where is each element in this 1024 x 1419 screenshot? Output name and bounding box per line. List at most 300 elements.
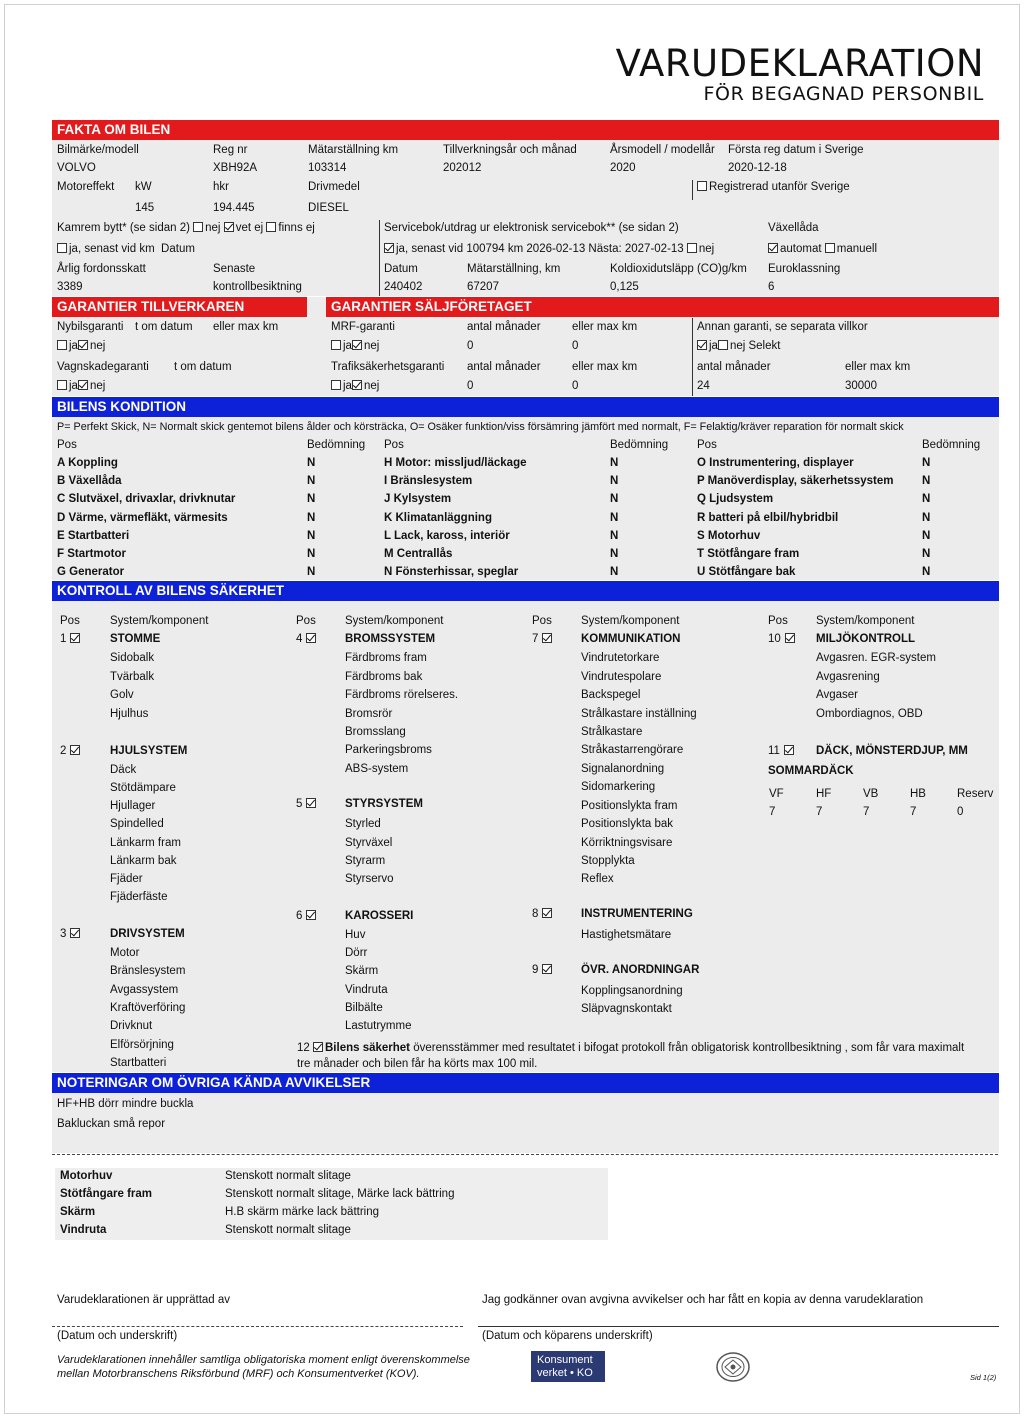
sak-component: Tvärbalk xyxy=(110,671,155,683)
kondition-heading: BILENS KONDITION xyxy=(52,397,999,417)
kondition-rating: N xyxy=(610,548,619,560)
trafik-ja-checkbox[interactable] xyxy=(331,380,341,390)
sak-component: Kopplingsanordning xyxy=(581,985,683,997)
remark-text: Stenskott normalt slitage, Märke lack bättring xyxy=(225,1188,455,1200)
vagn-nej-label: nej xyxy=(89,380,106,392)
value-tillverkningsar: 202012 xyxy=(443,162,482,174)
sak-group-title: KAROSSERI xyxy=(345,910,414,922)
annan-km-value: 30000 xyxy=(845,380,877,392)
kamrem-ja-label: ja, senast vid km xyxy=(69,243,155,255)
kondition-rating: N xyxy=(610,457,619,469)
mrf-seal-icon xyxy=(716,1352,750,1382)
sak-component: Körriktningsvisare xyxy=(581,837,673,849)
garanti-salj-heading: GARANTIER SÄLJFÖRETAGET xyxy=(326,297,999,317)
annan-checks xyxy=(697,340,780,352)
trafik-man-value: 0 xyxy=(467,380,474,392)
trafik-ja-label: ja xyxy=(343,380,352,392)
remark-part: Skärm xyxy=(60,1206,96,1218)
service-nej-label: nej xyxy=(698,243,715,255)
value-arsmodell: 2020 xyxy=(610,162,636,174)
kondition-item: L Lack, kaross, interiör xyxy=(384,530,510,542)
sak-group-title: KOMMUNIKATION xyxy=(581,633,681,645)
kondition-rating: N xyxy=(307,512,316,524)
sign2-label: (Datum och köparens underskrift) xyxy=(482,1330,653,1342)
remark-text: Stenskott normalt slitage xyxy=(225,1170,351,1182)
remark-part: Vindruta xyxy=(60,1224,107,1236)
label-matarstallning: Mätarställning km xyxy=(308,144,399,156)
value-kw: 145 xyxy=(135,202,155,214)
sak-component: Vindrutespolare xyxy=(581,671,662,683)
label-senaste: Senaste xyxy=(213,263,256,275)
annan-ja-checkbox[interactable] xyxy=(697,340,707,350)
sak-num-g1 xyxy=(60,633,82,645)
vaxel-label: Växellåda xyxy=(768,222,819,234)
vaxel-manuell-checkbox[interactable] xyxy=(825,243,835,253)
kamrem-finnsej-checkbox[interactable] xyxy=(266,222,276,232)
trafik-label: Trafiksäkerhetsgaranti xyxy=(331,361,445,373)
value-forsta-reg: 2020-12-18 xyxy=(728,162,787,174)
label-datum: Datum xyxy=(384,263,418,275)
kamrem-ja-checkbox[interactable] xyxy=(57,243,67,253)
noteringar-heading: NOTERINGAR OM ÖVRIGA KÄNDA AVVIKELSER xyxy=(52,1073,999,1093)
vagn-nej-checkbox[interactable] xyxy=(78,380,88,390)
sak-group-title: MILJÖKONTROLL xyxy=(816,633,916,645)
label-drivmedel: Drivmedel xyxy=(308,181,360,193)
nybil-km-label: eller max km xyxy=(213,321,279,333)
trafik-man-label: antal månader xyxy=(467,361,541,373)
mrf-man-value: 0 xyxy=(467,340,474,352)
sak-component: Avgaser xyxy=(816,689,858,701)
page-title: VARUDEKLARATION xyxy=(615,42,984,85)
nybil-ja-checkbox[interactable] xyxy=(57,340,67,350)
kamrem-nej-label: nej xyxy=(205,222,221,234)
garanti-tillv-heading: GARANTIER TILLVERKAREN xyxy=(52,297,307,317)
sakerhet-heading: KONTROLL AV BILENS SÄKERHET xyxy=(52,581,999,601)
noteringar-dash xyxy=(52,1154,998,1155)
vagn-checks xyxy=(57,380,105,392)
sak-group-title: STYRSYSTEM xyxy=(345,798,423,810)
sak-num-label: 8 xyxy=(532,908,539,920)
service-nej-checkbox[interactable] xyxy=(687,243,697,253)
sak-sys-label-4: System/komponent xyxy=(816,615,915,627)
sak-component: Fjäderfäste xyxy=(110,891,168,903)
trafik-nej-checkbox[interactable] xyxy=(352,380,362,390)
service-row xyxy=(384,243,714,255)
sak-num-label: 7 xyxy=(532,633,539,645)
sak-component: Styrservo xyxy=(345,873,394,885)
notering-line-1: HF+HB dörr mindre buckla xyxy=(57,1098,194,1110)
service-ja-checkbox[interactable] xyxy=(384,243,394,253)
value-besiktning: kontrollbesiktning xyxy=(213,281,302,293)
service-ja-label: ja, senast vid 100794 km 2026-02-13 Nästa: 2027-02-13 xyxy=(396,243,684,255)
sak-component: Skärm xyxy=(345,965,379,977)
sak-group-title: DRIVSYSTEM xyxy=(110,928,185,940)
sak-component: Bromsrör xyxy=(345,708,393,720)
vagn-tom-label: t om datum xyxy=(174,361,232,373)
sak-num-label: 4 xyxy=(296,633,303,645)
annan-divider xyxy=(692,318,693,396)
sak-component: Släpvagnskontakt xyxy=(581,1003,672,1015)
buyer-signature-line[interactable] xyxy=(478,1326,999,1327)
sak-pos-label-2: Pos xyxy=(296,615,316,627)
tire-value: 0 xyxy=(957,806,964,818)
sak-group-title: DÄCK, MÖNSTERDJUP, MM xyxy=(816,745,968,757)
sak-num-g4 xyxy=(296,633,318,645)
sak-num-label: 11 xyxy=(768,745,780,757)
vaxel-automat-checkbox[interactable] xyxy=(768,243,778,253)
sak-component: Motor xyxy=(110,947,140,959)
sak-num-g11 xyxy=(768,745,796,757)
kondition-item: J Kylsystem xyxy=(384,493,452,505)
disclaimer-1: Varudeklarationen innehåller samtliga obligatoriska moment enligt överenskommelse xyxy=(57,1354,470,1366)
tire-label: Reserv xyxy=(957,788,994,800)
kondition-rating: N xyxy=(610,512,619,524)
sak-num-g9 xyxy=(532,964,554,976)
kondition-item: N Fönsterhissar, speglar xyxy=(384,566,519,578)
sak-component: Länkarm bak xyxy=(110,855,177,867)
mrf-nej-checkbox[interactable] xyxy=(352,340,362,350)
kondition-item: O Instrumentering, displayer xyxy=(697,457,854,469)
label-skatt: Årlig fordonsskatt xyxy=(57,263,146,275)
sak-component: Stötdämpare xyxy=(110,782,176,794)
kamrem-datum-label: Datum xyxy=(161,243,195,255)
page-subtitle: FÖR BEGAGNAD PERSONBIL xyxy=(703,83,984,105)
sak-checkbox[interactable] xyxy=(70,745,80,755)
sak-num-label: 5 xyxy=(296,798,303,810)
sak-num-g8 xyxy=(532,908,554,920)
label-euro: Euroklassning xyxy=(768,263,841,275)
sak-component: Bromsslang xyxy=(345,726,406,738)
annan-man-value: 24 xyxy=(697,380,710,392)
sak-component: Positionslykta fram xyxy=(581,800,678,812)
sak-num-g7 xyxy=(532,633,554,645)
kamrem-vetej-checkbox[interactable] xyxy=(224,222,234,232)
kondition-rating: N xyxy=(307,548,316,560)
sak-component: Fjäder xyxy=(110,873,143,885)
sak-component: Stråkastarrengörare xyxy=(581,744,684,756)
reg-outside-checkbox[interactable] xyxy=(697,181,707,191)
page-number: Sid 1(2) xyxy=(970,1373,997,1382)
sak-component: Strålkastare inställning xyxy=(581,708,697,720)
tire-value: 7 xyxy=(769,806,776,818)
sak-component: Avgasren. EGR-system xyxy=(816,652,936,664)
upprattad-label: Varudeklarationen är upprättad av xyxy=(57,1294,231,1306)
annan-ja-label: ja xyxy=(709,340,718,352)
sak-component: Reflex xyxy=(581,873,614,885)
sak-sys-label-3: System/komponent xyxy=(581,615,680,627)
kondition-rating: N xyxy=(307,475,316,487)
value-euro: 6 xyxy=(768,281,775,293)
kondition-rating: N xyxy=(922,566,931,578)
trafik-nej-label: nej xyxy=(363,380,380,392)
sak-num-g2 xyxy=(60,745,82,757)
tire-value: 7 xyxy=(910,806,917,818)
kondition-item: P Manöverdisplay, säkerhetssystem xyxy=(697,475,894,487)
sak-checkbox[interactable] xyxy=(70,928,80,938)
kondition-rating: N xyxy=(307,457,316,469)
sak-component: Avgassystem xyxy=(110,984,179,996)
mrf-ja-checkbox[interactable] xyxy=(331,340,341,350)
sak-checkbox[interactable] xyxy=(306,798,316,808)
sak-num-g10 xyxy=(768,633,797,645)
kond-pos-label-1: Pos xyxy=(57,439,77,451)
sak-component: Ombordiagnos, OBD xyxy=(816,708,923,720)
sak-component: Huv xyxy=(345,929,366,941)
reg-outside-label: Registrerad utanför Sverige xyxy=(709,181,850,193)
sak-checkbox[interactable] xyxy=(784,745,794,755)
tire-label: VF xyxy=(769,788,784,800)
kondition-rating: N xyxy=(922,548,931,560)
sak-component: Hjulhus xyxy=(110,708,149,720)
tire-label: HB xyxy=(910,788,926,800)
trafik-checks xyxy=(331,380,379,392)
kondition-item: M Centrallås xyxy=(384,548,453,560)
sak-num-label: 9 xyxy=(532,964,539,976)
kond-pos-label-3: Pos xyxy=(697,439,717,451)
sak-group-title: INSTRUMENTERING xyxy=(581,908,693,920)
kondition-rating: N xyxy=(922,457,931,469)
konsumentverket-logo xyxy=(531,1351,605,1382)
tire-value: 7 xyxy=(816,806,823,818)
remark-text: Stenskott normalt slitage xyxy=(225,1224,351,1236)
kondition-item: G Generator xyxy=(57,566,125,578)
sak-component: Parkeringsbroms xyxy=(345,744,432,756)
sak-component: Lastutrymme xyxy=(345,1020,412,1032)
tire-value: 7 xyxy=(863,806,870,818)
sak-component: Elförsörjning xyxy=(110,1039,174,1051)
nybil-ja-label: ja xyxy=(69,340,78,352)
label-matar2: Mätarställning, km xyxy=(467,263,561,275)
sak-component: Färdbroms bak xyxy=(345,671,423,683)
sak-num-g3 xyxy=(60,928,82,940)
kondition-rating: N xyxy=(922,493,931,505)
kondition-item: I Bränslesystem xyxy=(384,475,473,487)
sak-group-title: STOMME xyxy=(110,633,161,645)
sak-component: Backspegel xyxy=(581,689,641,701)
service-divider xyxy=(379,220,380,296)
kondition-rating: N xyxy=(610,566,619,578)
g11-sub: SOMMARDÄCK xyxy=(768,765,854,777)
nybil-nej-label: nej xyxy=(89,340,106,352)
kondition-legend: P= Perfekt Skick, N= Normalt skick gentemot bilens ålder och körsträcka, O= Osäker funktion/viss försämring jämfört med normalt, F= Felaktig/kräver reparation för normalt skick xyxy=(57,421,904,433)
sak-component: Bränslesystem xyxy=(110,965,186,977)
kamrem-row xyxy=(57,222,315,234)
value-datum: 240402 xyxy=(384,281,423,293)
nybil-tom-label: t om datum xyxy=(135,321,193,333)
sak-component: Styrled xyxy=(345,818,381,830)
sak-sys-label-1: System/komponent xyxy=(110,615,209,627)
service-label: Servicebok/utdrag ur elektronisk servicebok** (se sidan 2) xyxy=(384,222,679,234)
value-matarstallning: 103314 xyxy=(308,162,347,174)
sak-group-title: BROMSSYSTEM xyxy=(345,633,436,645)
value-skatt: 3389 xyxy=(57,281,83,293)
g12-bold: Bilens säkerhet xyxy=(325,1042,411,1054)
sak-component: Spindelled xyxy=(110,818,164,830)
reg-outside-field xyxy=(697,181,850,193)
sak-checkbox[interactable] xyxy=(306,910,316,920)
annan-nej-checkbox[interactable] xyxy=(718,340,728,350)
kondition-item: E Startbatteri xyxy=(57,530,130,542)
sak-checkbox[interactable] xyxy=(542,633,552,643)
sak-component: Länkarm fram xyxy=(110,837,181,849)
g12-text1: överensstämmer med resultatet i bifogat protokoll från obligatorisk kontrollbesiktning , som får vara maximalt xyxy=(410,1042,965,1054)
annan-nej-label: nej Selekt xyxy=(729,340,781,352)
kond-bed-label-1: Bedömning xyxy=(307,439,366,451)
kond-bed-label-3: Bedömning xyxy=(922,439,981,451)
label-motoreffekt: Motoreffekt xyxy=(57,181,115,193)
sak-num-g6 xyxy=(296,910,318,922)
mrf-checks xyxy=(331,340,379,352)
tire-label: HF xyxy=(816,788,832,800)
label-forsta-reg: Första reg datum i Sverige xyxy=(728,144,864,156)
sak-component: Hastighetsmätare xyxy=(581,929,672,941)
label-arsmodell: Årsmodell / modellår xyxy=(610,144,715,156)
godkanner-label: Jag godkänner ovan avgivna avvikelser och har fått en kopia av denna varudeklaration xyxy=(482,1294,924,1306)
label-hkr: hkr xyxy=(213,181,229,193)
sak-component: Vindrutetorkare xyxy=(581,652,660,664)
sak-component: Avgasrening xyxy=(816,671,880,683)
kamrem-label: Kamrem bytt* (se sidan 2) xyxy=(57,222,190,234)
kondition-rating: N xyxy=(307,566,316,578)
value-drivmedel: DIESEL xyxy=(308,202,349,214)
kondition-item: A Koppling xyxy=(57,457,118,469)
kondition-rating: N xyxy=(307,493,316,505)
seller-signature-line[interactable] xyxy=(52,1326,463,1327)
value-co2: 0,125 xyxy=(610,281,639,293)
disclaimer-2: mellan Motorbranschens Riksförbund (MRF) och Konsumentverket (KOV). xyxy=(57,1368,420,1380)
mrf-label: MRF-garanti xyxy=(331,321,395,333)
sak-pos-label-4: Pos xyxy=(768,615,788,627)
sak-component: Bilbälte xyxy=(345,1002,383,1014)
kondition-rating: N xyxy=(922,512,931,524)
kondition-item: S Motorhuv xyxy=(697,530,761,542)
sak-component: Dörr xyxy=(345,947,368,959)
sak-group-title: HJULSYSTEM xyxy=(110,745,188,757)
sak-component: Signalanordning xyxy=(581,763,665,775)
sak-component: Positionslykta bak xyxy=(581,818,674,830)
mrf-km-value: 0 xyxy=(572,340,579,352)
kamrem-nej-checkbox[interactable] xyxy=(193,222,203,232)
sak-component: Stopplykta xyxy=(581,855,635,867)
sak-component: Färdbroms fram xyxy=(345,652,427,664)
sak-checkbox[interactable] xyxy=(306,633,316,643)
sak-component: Startbatteri xyxy=(110,1057,167,1069)
kov-line-1: Konsument xyxy=(537,1354,593,1366)
remark-part: Motorhuv xyxy=(60,1170,113,1182)
sak-num-label: 2 xyxy=(60,745,67,757)
nybil-label: Nybilsgaranti xyxy=(57,321,124,333)
label-tillverkningsar: Tillverkningsår och månad xyxy=(443,144,577,156)
g12-text2: tre månader och bilen får ha körts max 100 mil. xyxy=(297,1058,538,1070)
g12-num: 12 xyxy=(297,1042,310,1054)
sak-num-label: 6 xyxy=(296,910,303,922)
value-hkr: 194.445 xyxy=(213,202,255,214)
sak-checkbox[interactable] xyxy=(542,908,552,918)
sak-checkbox[interactable] xyxy=(785,633,795,643)
mrf-man-label: antal månader xyxy=(467,321,541,333)
nybil-nej-checkbox[interactable] xyxy=(78,340,88,350)
kond-bed-label-2: Bedömning xyxy=(610,439,669,451)
vaxel-manuell-label: manuell xyxy=(836,243,878,255)
sak-num-label: 10 xyxy=(768,633,781,645)
sak-num-g5 xyxy=(296,798,318,810)
vaxel-row xyxy=(768,243,877,255)
reg-outside-divider xyxy=(692,180,693,200)
value-bilmarke: VOLVO xyxy=(57,162,96,174)
annan-man-label: antal månader xyxy=(697,361,771,373)
sak-sys-label-2: System/komponent xyxy=(345,615,444,627)
sak-pos-label-3: Pos xyxy=(532,615,552,627)
trafik-km-value: 0 xyxy=(572,380,579,392)
mrf-km-label: eller max km xyxy=(572,321,638,333)
kondition-rating: N xyxy=(307,530,316,542)
sak-component: ABS-system xyxy=(345,763,409,775)
sak-component: Drivknut xyxy=(110,1020,153,1032)
mrf-ja-label: ja xyxy=(343,340,352,352)
sak-num-label: 1 xyxy=(60,633,67,645)
sak-checkbox[interactable] xyxy=(70,633,80,643)
label-co2: Koldioxidutsläpp (CO)g/km xyxy=(610,263,747,275)
sak-group-title: ÖVR. ANORDNINGAR xyxy=(581,964,700,976)
sak-component: Styrarm xyxy=(345,855,386,867)
kondition-item: U Stötfångare bak xyxy=(697,566,796,578)
nybil-checks xyxy=(57,340,105,352)
kondition-item: R batteri på elbil/hybridbil xyxy=(697,512,839,524)
annan-label: Annan garanti, se separata villkor xyxy=(697,321,868,333)
sak-component: Golv xyxy=(110,689,134,701)
kamrem-ja-row xyxy=(57,243,195,255)
kondition-item: C Slutväxel, drivaxlar, drivknutar xyxy=(57,493,236,505)
sak-checkbox[interactable] xyxy=(542,964,552,974)
vagn-label: Vagnskadegaranti xyxy=(57,361,149,373)
remark-part: Stötfångare fram xyxy=(60,1188,153,1200)
kondition-item: D Värme, värmefläkt, värmesits xyxy=(57,512,228,524)
sak-component: Vindruta xyxy=(345,984,388,996)
label-bilmarke: Bilmärke/modell xyxy=(57,144,139,156)
sak-component: Färdbroms rörelseres. xyxy=(345,689,459,701)
kondition-item: B Växellåda xyxy=(57,475,122,487)
kondition-item: K Klimatanläggning xyxy=(384,512,492,524)
tire-label: VB xyxy=(863,788,879,800)
sak-component: Sidobalk xyxy=(110,652,155,664)
annan-km-label: eller max km xyxy=(845,361,911,373)
kondition-rating: N xyxy=(610,475,619,487)
label-kw: kW xyxy=(135,181,152,193)
value-matar2: 67207 xyxy=(467,281,499,293)
vaxel-automat-label: automat xyxy=(780,243,822,255)
sak-component: Strålkastare xyxy=(581,726,643,738)
kamrem-finnsej-label: finns ej xyxy=(278,222,315,234)
vagn-ja-checkbox[interactable] xyxy=(57,380,67,390)
sign1-label: (Datum och underskrift) xyxy=(57,1330,178,1342)
sak-component: Styrväxel xyxy=(345,837,393,849)
sak-component: Hjullager xyxy=(110,800,156,812)
kondition-item: Q Ljudsystem xyxy=(697,493,774,505)
kondition-item: T Stötfångare fram xyxy=(697,548,800,560)
notering-line-2: Bakluckan små repor xyxy=(57,1118,166,1130)
kondition-item: F Startmotor xyxy=(57,548,126,560)
sak-component: Sidomarkering xyxy=(581,781,656,793)
g12-row xyxy=(297,1042,964,1054)
value-regnr: XBH92A xyxy=(213,162,258,174)
label-regnr: Reg nr xyxy=(213,144,248,156)
kamrem-vetej-label: vet ej xyxy=(235,222,264,234)
fakta-heading: FAKTA OM BILEN xyxy=(52,120,999,140)
kondition-rating: N xyxy=(610,530,619,542)
sak-pos-label-1: Pos xyxy=(60,615,80,627)
remark-text: H.B skärm märke lack bättring xyxy=(225,1206,380,1218)
g12-checkbox[interactable] xyxy=(313,1042,323,1052)
